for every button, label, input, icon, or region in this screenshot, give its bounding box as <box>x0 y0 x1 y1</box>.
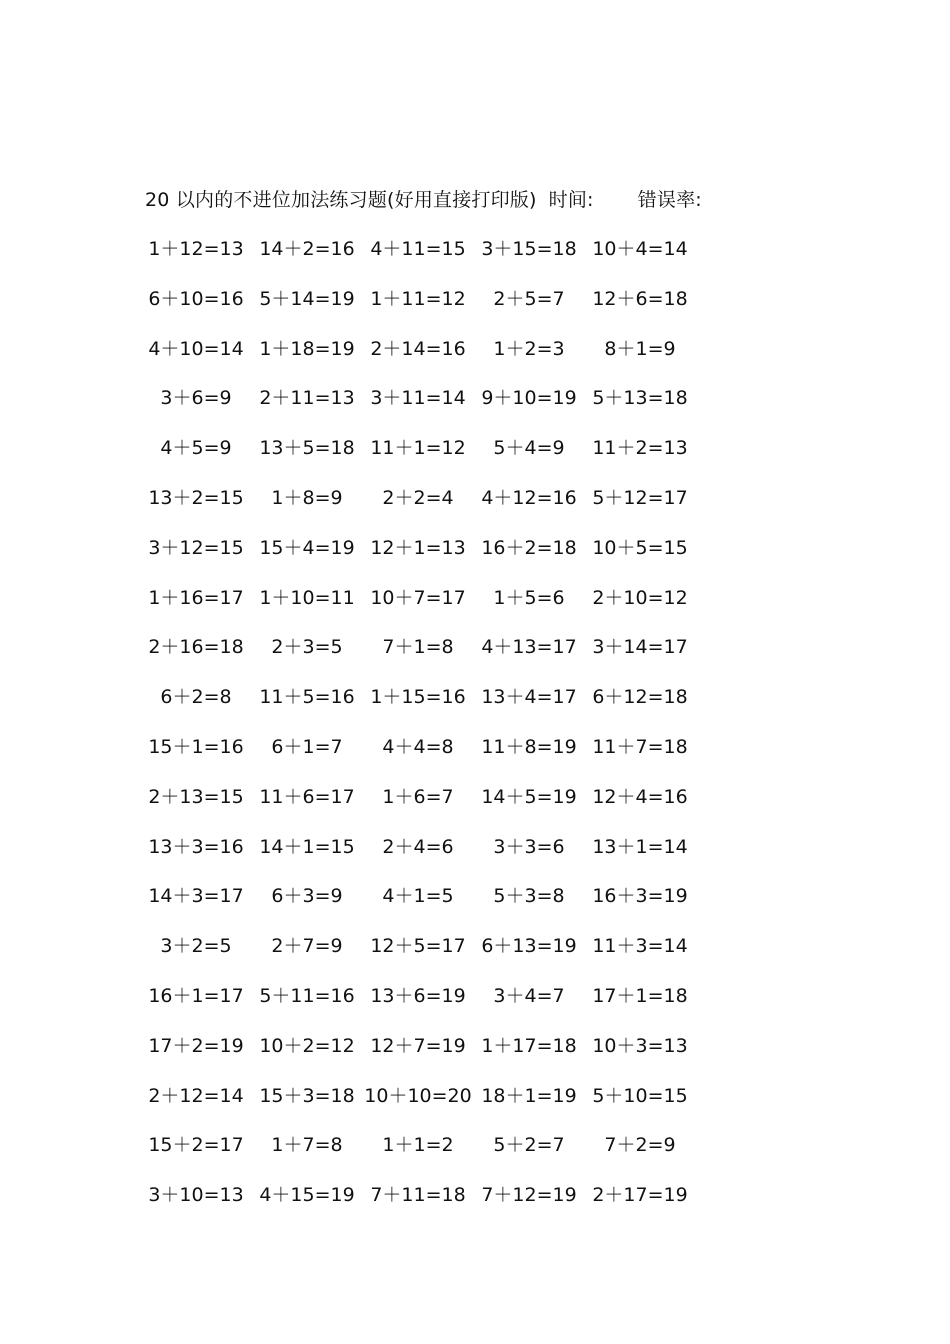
addition-problem: 1＋2=3 <box>493 337 565 360</box>
addition-problem: 15＋2=17 <box>148 1134 244 1157</box>
problem-row <box>0 1031 950 1061</box>
addition-problem: 12＋1=13 <box>370 536 466 559</box>
addition-problem: 1＋12=13 <box>148 238 244 260</box>
problem-row <box>0 533 950 563</box>
addition-problem: 3＋14=17 <box>592 636 688 659</box>
addition-problem: 4＋4=8 <box>382 736 454 758</box>
problem-row <box>0 433 950 463</box>
addition-problem: 3＋10=13 <box>148 1184 244 1207</box>
addition-problem: 10＋7=17 <box>370 586 466 609</box>
addition-problem: 15＋1=16 <box>148 736 244 758</box>
problem-row <box>0 1130 950 1160</box>
addition-problem: 11＋2=13 <box>592 437 688 460</box>
addition-problem: 12＋6=18 <box>592 287 688 310</box>
problem-row <box>0 483 950 513</box>
addition-problem: 1＋6=7 <box>382 785 454 808</box>
addition-problem: 14＋2=16 <box>259 238 355 260</box>
error-rate-label: 错误率: <box>637 189 702 211</box>
addition-problem: 5＋12=17 <box>592 487 688 509</box>
addition-problem: 6＋1=7 <box>271 736 343 758</box>
addition-problem: 5＋10=15 <box>592 1084 688 1107</box>
addition-problem: 12＋4=16 <box>592 785 688 808</box>
addition-problem: 2＋16=18 <box>148 636 244 659</box>
addition-problem: 2＋14=16 <box>370 337 466 360</box>
addition-problem: 13＋4=17 <box>481 686 577 709</box>
problem-row <box>0 931 950 961</box>
addition-problem: 5＋3=8 <box>493 885 565 908</box>
addition-problem: 5＋14=19 <box>259 287 355 310</box>
addition-problem: 13＋3=16 <box>148 835 244 858</box>
addition-problem: 5＋4=9 <box>493 437 565 460</box>
problem-row <box>0 832 950 862</box>
addition-problem: 8＋1=9 <box>604 337 676 360</box>
addition-problem: 18＋1=19 <box>481 1084 577 1107</box>
addition-problem: 2＋12=14 <box>148 1084 244 1107</box>
addition-problem: 7＋1=8 <box>382 636 454 659</box>
addition-problem: 2＋11=13 <box>259 387 355 410</box>
addition-problem: 10＋5=15 <box>592 536 688 559</box>
addition-problem: 14＋1=15 <box>259 835 355 858</box>
addition-problem: 12＋5=17 <box>370 935 466 958</box>
worksheet-title: 20 以内的不进位加法练习题(好用直接打印版) <box>145 189 537 211</box>
addition-problem: 11＋5=16 <box>259 686 355 709</box>
problem-row <box>0 1081 950 1111</box>
problem-row <box>0 632 950 662</box>
addition-problem: 17＋2=19 <box>148 1034 244 1057</box>
addition-problem: 10＋4=14 <box>592 238 688 260</box>
addition-problem: 5＋2=7 <box>493 1134 565 1157</box>
addition-problem: 13＋1=14 <box>592 835 688 858</box>
problem-row <box>0 583 950 613</box>
addition-problem: 11＋8=19 <box>481 736 577 758</box>
addition-problem: 1＋11=12 <box>370 287 466 310</box>
addition-problem: 5＋13=18 <box>592 387 688 410</box>
addition-problem: 9＋10=19 <box>481 387 577 410</box>
addition-problem: 4＋5=9 <box>160 437 232 460</box>
addition-problem: 13＋5=18 <box>259 437 355 460</box>
time-label: 时间: <box>548 189 594 211</box>
addition-problem: 6＋10=16 <box>148 287 244 310</box>
addition-problem: 1＋7=8 <box>271 1134 343 1157</box>
problem-row <box>0 782 950 812</box>
addition-problem: 4＋12=16 <box>481 487 577 509</box>
addition-problem: 1＋15=16 <box>370 686 466 709</box>
problem-row <box>0 981 950 1011</box>
addition-problem: 13＋6=19 <box>370 985 466 1007</box>
addition-problem: 3＋2=5 <box>160 935 232 958</box>
problem-row <box>0 234 950 264</box>
addition-problem: 2＋10=12 <box>592 586 688 609</box>
addition-problem: 2＋3=5 <box>271 636 343 659</box>
addition-problem: 11＋7=18 <box>592 736 688 758</box>
addition-problem: 12＋7=19 <box>370 1034 466 1057</box>
addition-problem: 13＋2=15 <box>148 487 244 509</box>
addition-problem: 5＋11=16 <box>259 985 355 1007</box>
addition-problem: 3＋11=14 <box>370 387 466 410</box>
addition-problem: 2＋2=4 <box>382 487 454 509</box>
addition-problem: 3＋6=9 <box>160 387 232 410</box>
problem-row <box>0 682 950 712</box>
addition-problem: 3＋12=15 <box>148 536 244 559</box>
addition-problem: 1＋16=17 <box>148 586 244 609</box>
addition-problem: 6＋12=18 <box>592 686 688 709</box>
addition-problem: 1＋18=19 <box>259 337 355 360</box>
addition-problem: 2＋7=9 <box>271 935 343 958</box>
addition-problem: 16＋1=17 <box>148 985 244 1007</box>
addition-problem: 4＋13=17 <box>481 636 577 659</box>
addition-problem: 4＋10=14 <box>148 337 244 360</box>
addition-problem: 11＋6=17 <box>259 785 355 808</box>
addition-problem: 16＋3=19 <box>592 885 688 908</box>
addition-problem: 10＋3=13 <box>592 1034 688 1057</box>
addition-problem: 11＋3=14 <box>592 935 688 958</box>
addition-problem: 14＋3=17 <box>148 885 244 908</box>
problem-row <box>0 334 950 364</box>
addition-problem: 2＋5=7 <box>493 287 565 310</box>
addition-problem: 3＋3=6 <box>493 835 565 858</box>
addition-problem: 16＋2=18 <box>481 536 577 559</box>
problem-row <box>0 881 950 911</box>
addition-problem: 10＋2=12 <box>259 1034 355 1057</box>
addition-problem: 6＋2=8 <box>160 686 232 709</box>
addition-problem: 14＋5=19 <box>481 785 577 808</box>
addition-problem: 17＋1=18 <box>592 985 688 1007</box>
addition-problem: 1＋10=11 <box>259 586 355 609</box>
addition-problem: 6＋3=9 <box>271 885 343 908</box>
addition-problem: 3＋15=18 <box>481 238 577 260</box>
addition-problem: 7＋12=19 <box>481 1184 577 1207</box>
addition-problem: 4＋1=5 <box>382 885 454 908</box>
addition-problem: 3＋4=7 <box>493 985 565 1007</box>
addition-problem: 7＋2=9 <box>604 1134 676 1157</box>
addition-problem: 10＋10=20 <box>364 1084 472 1107</box>
addition-problem: 1＋1=2 <box>382 1134 454 1157</box>
addition-problem: 1＋8=9 <box>271 487 343 509</box>
problem-row <box>0 284 950 314</box>
addition-problem: 1＋5=6 <box>493 586 565 609</box>
problem-row <box>0 1180 950 1210</box>
addition-problem: 4＋15=19 <box>259 1184 355 1207</box>
addition-problem: 15＋4=19 <box>259 536 355 559</box>
addition-problem: 15＋3=18 <box>259 1084 355 1107</box>
addition-problem: 6＋13=19 <box>481 935 577 958</box>
problem-row <box>0 383 950 413</box>
addition-problem: 2＋4=6 <box>382 835 454 858</box>
problem-row <box>0 732 950 762</box>
addition-problem: 7＋11=18 <box>370 1184 466 1207</box>
addition-problem: 4＋11=15 <box>370 238 466 260</box>
addition-problem: 2＋13=15 <box>148 785 244 808</box>
addition-problem: 11＋1=12 <box>370 437 466 460</box>
addition-problem: 1＋17=18 <box>481 1034 577 1057</box>
addition-problem: 2＋17=19 <box>592 1184 688 1207</box>
